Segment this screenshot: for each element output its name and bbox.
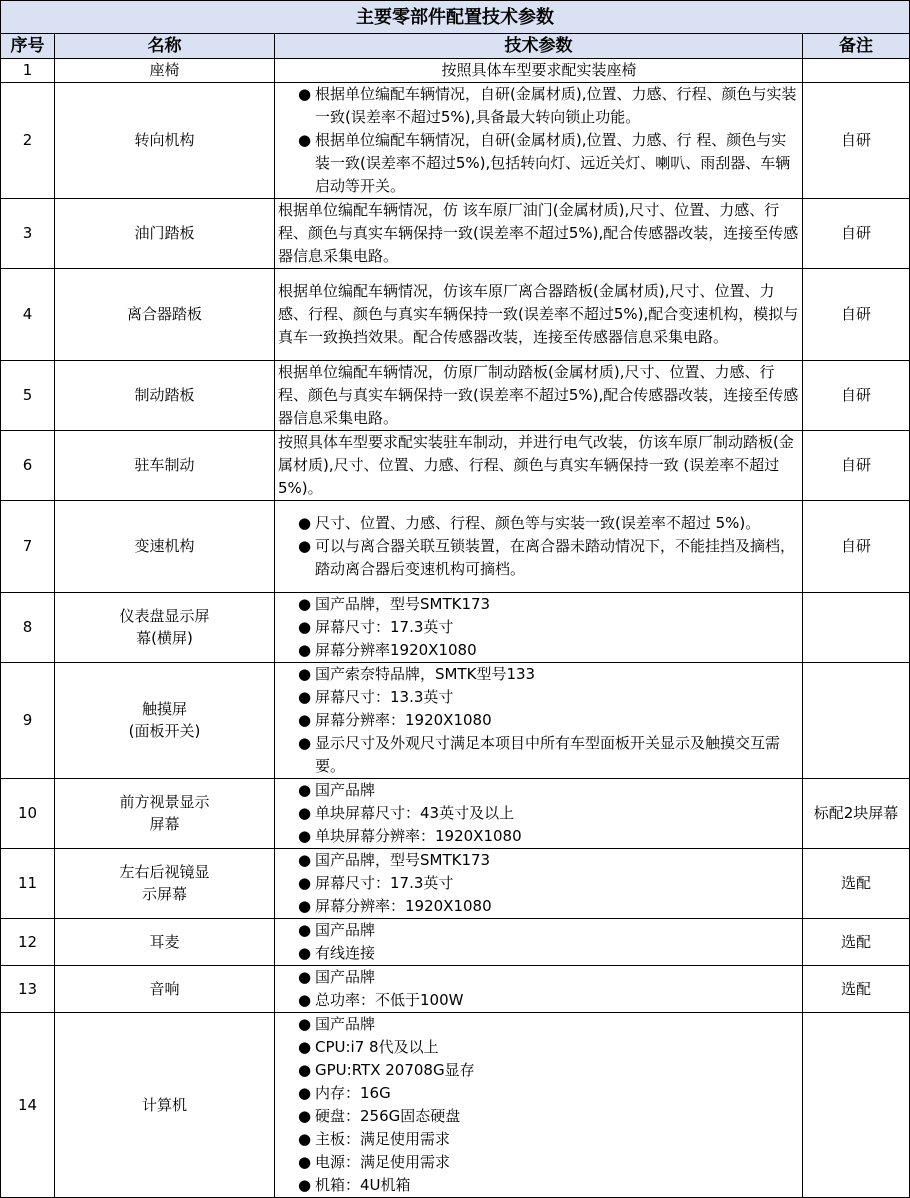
spec-cell [275,663,803,779]
spec-bullet-text: 硬盘：256G固态硬盘 [315,1107,461,1125]
row-number: 3 [1,199,55,269]
row-number: 2 [1,83,55,199]
spec-cell [275,966,803,1013]
part-name-line: 前方视景显示 [119,793,210,811]
table-row [1,919,910,966]
spec-cell: 按照具体车型要求配实装座椅 [275,59,803,83]
part-name-line: 屏幕 [149,815,180,833]
bullet-dot-icon: ● [298,1107,312,1125]
table-row [1,849,910,919]
part-name [55,199,275,269]
part-name [55,593,275,663]
spec-bullet-text: 根据单位编配车辆情况，自研(金属材质),位置、力感、行程、颜色与实装一致(误差率不超过5%),具备最大转向锁止功能。 [315,85,797,126]
spec-bullet-text: 国产品牌 [315,968,376,986]
spec-bullet-text: 国产品牌 [315,921,376,939]
spec-bullet-text: 屏幕尺寸：17.3英寸 [315,874,454,892]
spec-bullet-text: 国产品牌 [315,1015,376,1033]
spec-cell [275,83,803,199]
spec-bullet-item [298,663,800,686]
part-name [55,59,275,83]
bullet-dot-icon: ● [298,537,312,555]
part-name-line: 离合器踏板 [126,305,202,323]
part-name-line: 耳麦 [149,932,180,951]
bullet-dot-icon: ● [298,1015,312,1033]
bullet-dot-icon: ● [298,991,312,1009]
bullet-dot-icon: ● [298,618,312,636]
spec-cell: 根据单位编配车辆情况，仿该车原厂离合器踏板(金属材质),尺寸、位置、力感、行程、颜色与真实车辆保持一致(误差率不超过5%),配合变速机构，模拟与真车一致换挡效果。配合传感器改装，连接至传感器信息采集电路。 [275,269,803,361]
bullet-dot-icon: ● [298,1176,312,1194]
table-row [1,501,910,593]
row-number: 9 [1,663,55,779]
bullet-dot-icon: ● [298,944,312,962]
bullet-dot-icon: ● [298,1130,312,1148]
spec-bullet-item [298,1082,800,1105]
part-name-line: 幕(横屏) [136,629,193,647]
part-name-line: (面板开关) [128,722,201,740]
spec-bullet-text: GPU:RTX 20708G显存 [315,1061,475,1079]
spec-bullet-item [298,966,800,989]
spec-cell [275,593,803,663]
part-name-line: 示屏幕 [141,885,187,903]
spec-cell [275,779,803,849]
part-name-line: 油门踏板 [134,224,195,242]
part-name-line: 仪表盘显示屏 [119,607,210,625]
row-number: 12 [1,919,55,966]
spec-cell: 根据单位编配车辆情况，仿 该车原厂油门(金属材质),尺寸、位置、力感、行程、颜色与真实车辆保持一致(误差率不超过5%),配合传感器改装，连接至传感器信息采集电路。 [275,199,803,269]
bullet-dot-icon: ● [298,665,312,683]
part-name [55,501,275,593]
spec-bullet-item [298,802,800,825]
row-number: 8 [1,593,55,663]
bullet-dot-icon: ● [298,641,312,659]
part-name [55,83,275,199]
spec-cell [275,919,803,966]
table-row [1,966,910,1013]
spec-bullet-text: 屏幕分辨率：1920X1080 [315,897,492,915]
table-row [1,59,910,83]
row-number: 6 [1,431,55,501]
spec-bullet-item [298,849,800,872]
table-row [1,1013,910,1198]
table-row [1,361,910,431]
spec-bullet-item [298,942,800,965]
spec-bullet-item [298,639,800,662]
spec-bullet-item [298,732,800,778]
bullet-dot-icon: ● [298,874,312,892]
spec-bullet-text: 单块屏幕尺寸：43英寸及以上 [315,804,515,822]
spec-bullet-item [298,989,800,1012]
note-cell: 自研 [803,431,910,501]
spec-bullet-item [298,895,800,918]
spec-bullet-text: 屏幕尺寸：13.3英寸 [315,688,454,706]
spec-bullet-text: 国产索奈特品牌，SMTK型号133 [315,665,536,683]
spec-bullet-item [298,1128,800,1151]
part-name [55,663,275,779]
spec-bullet-text: 国产品牌，型号SMTK173 [315,595,491,613]
spec-bullet-item [298,779,800,802]
row-number: 4 [1,269,55,361]
spec-bullet-text: 单块屏幕分辨率：1920X1080 [315,827,522,845]
bullet-dot-icon: ● [298,734,312,752]
part-name-line: 制动踏板 [134,386,195,404]
note-cell [803,59,910,83]
bullet-dot-icon: ● [298,804,312,822]
spec-bullet-text: 根据单位编配车辆情况，自研(金属材质),位置、力感、行 程、颜色与实装一致(误差率不超过5%),包括转向灯、远近关灯、喇叭、雨刮器、车辆启动等开关。 [315,131,791,195]
note-cell: 自研 [803,501,910,593]
note-cell: 自研 [803,199,910,269]
bullet-dot-icon: ● [298,514,312,532]
part-name [55,1013,275,1198]
spec-cell [275,1013,803,1198]
note-cell [803,593,910,663]
spec-bullet-text: 总功率：不低于100W [315,991,464,1009]
row-number: 14 [1,1013,55,1198]
spec-cell: 按照具体车型要求配实装驻车制动，并进行电气改装，仿该车原厂制动踏板(金属材质),尺寸、位置、力感、行程、颜色与真实车辆保持一致 (误差率不超过5%)。 [275,431,803,501]
row-number: 11 [1,849,55,919]
spec-bullet-item [298,1013,800,1036]
header-name: 名称 [55,34,275,59]
row-number: 10 [1,779,55,849]
bullet-dot-icon: ● [298,781,312,799]
part-name [55,966,275,1013]
bullet-dot-icon: ● [298,851,312,869]
table-row [1,83,910,199]
spec-bullet-item [298,1105,800,1128]
bullet-dot-icon: ● [298,921,312,939]
spec-cell: 根据单位编配车辆情况，仿原厂制动踏板(金属材质),尺寸、位置、力感、行程、颜色与真实车辆保持一致(误差率不超过5%),配合传感器改装，连接至传感器信息采集电路。 [275,361,803,431]
row-number: 1 [1,59,55,83]
header-spec: 技术参数 [275,34,803,59]
spec-bullet-item [298,1151,800,1174]
table-row [1,663,910,779]
spec-bullet-text: 有线连接 [315,944,376,962]
bullet-dot-icon: ● [298,1084,312,1102]
part-name [55,269,275,361]
spec-bullet-item [298,129,800,198]
spec-bullet-item [298,825,800,848]
bullet-dot-icon: ● [298,968,312,986]
part-name-line: 座椅 [149,61,180,79]
spec-cell [275,501,803,593]
part-name-line: 左右后视镜显 [119,863,210,881]
table-row [1,199,910,269]
note-cell [803,1013,910,1198]
table-row [1,779,910,849]
spec-cell [275,849,803,919]
bullet-dot-icon: ● [298,711,312,729]
bullet-dot-icon: ● [298,595,312,613]
spec-bullet-item [298,1036,800,1059]
spec-bullet-text: 国产品牌，型号SMTK173 [315,851,491,869]
part-name-line: 音响 [149,979,180,998]
note-cell: 自研 [803,83,910,199]
bullet-dot-icon: ● [298,1061,312,1079]
spec-bullet-text: 主板：满足使用需求 [315,1130,451,1148]
spec-bullet-item [298,686,800,709]
spec-bullet-item [298,872,800,895]
row-number: 5 [1,361,55,431]
spec-bullet-text: 屏幕分辨率：1920X1080 [315,711,492,729]
spec-bullet-text: 显示尺寸及外观尺寸满足本项目中所有车型面板开关显示及触摸交互需要。 [315,734,781,775]
spec-bullet-item [298,709,800,732]
table-row [1,269,910,361]
part-name-line: 变速机构 [134,537,195,555]
spec-bullet-text: 国产品牌 [315,781,376,799]
spec-bullet-text: CPU:i7 8代及以上 [315,1038,439,1056]
note-cell: 标配2块屏幕 [803,779,910,849]
bullet-dot-icon: ● [298,688,312,706]
row-number: 7 [1,501,55,593]
bullet-dot-icon: ● [298,85,312,103]
spec-bullet-text: 屏幕分辨率1920X1080 [315,641,477,659]
note-cell: 自研 [803,361,910,431]
spec-bullet-text: 机箱：4U机箱 [315,1176,411,1194]
spec-bullet-item [298,616,800,639]
table-row [1,431,910,501]
spec-bullet-text: 屏幕尺寸：17.3英寸 [315,618,454,636]
part-name-line: 计算机 [141,1095,187,1114]
bullet-dot-icon: ● [298,1038,312,1056]
header-note: 备注 [803,34,910,59]
bullet-dot-icon: ● [298,131,312,149]
note-cell: 选配 [803,919,910,966]
part-name [55,919,275,966]
table-title: 主要零部件配置技术参数 [1,1,910,34]
note-cell: 选配 [803,849,910,919]
part-name [55,849,275,919]
table-row [1,593,910,663]
row-number: 13 [1,966,55,1013]
spec-bullet-item [298,535,800,581]
note-cell: 自研 [803,269,910,361]
part-name [55,361,275,431]
part-name-line: 驻车制动 [134,456,195,474]
spec-bullet-item [298,1059,800,1082]
spec-bullet-item [298,919,800,942]
spec-bullet-item [298,83,800,129]
spec-bullet-item [298,593,800,616]
bullet-dot-icon: ● [298,897,312,915]
spec-bullet-text: 尺寸、位置、力感、行程、颜色等与实装一致(误差率不超过 5%)。 [315,514,761,532]
part-name [55,779,275,849]
spec-bullet-text: 内存：16G [315,1084,391,1102]
spec-bullet-item [298,512,800,535]
note-cell: 选配 [803,966,910,1013]
bullet-dot-icon: ● [298,1153,312,1171]
note-cell [803,663,910,779]
bullet-dot-icon: ● [298,827,312,845]
part-name-line: 转向机构 [134,131,195,149]
spec-bullet-text: 可以与离合器关联互锁装置，在离合器未踏动情况下，不能挂挡及摘档，踏动离合器后变速机构可摘档。 [315,537,796,578]
header-num: 序号 [1,34,55,59]
spec-bullet-text: 电源：满足使用需求 [315,1153,451,1171]
part-name [55,431,275,501]
part-name-line: 触摸屏 [141,700,187,718]
